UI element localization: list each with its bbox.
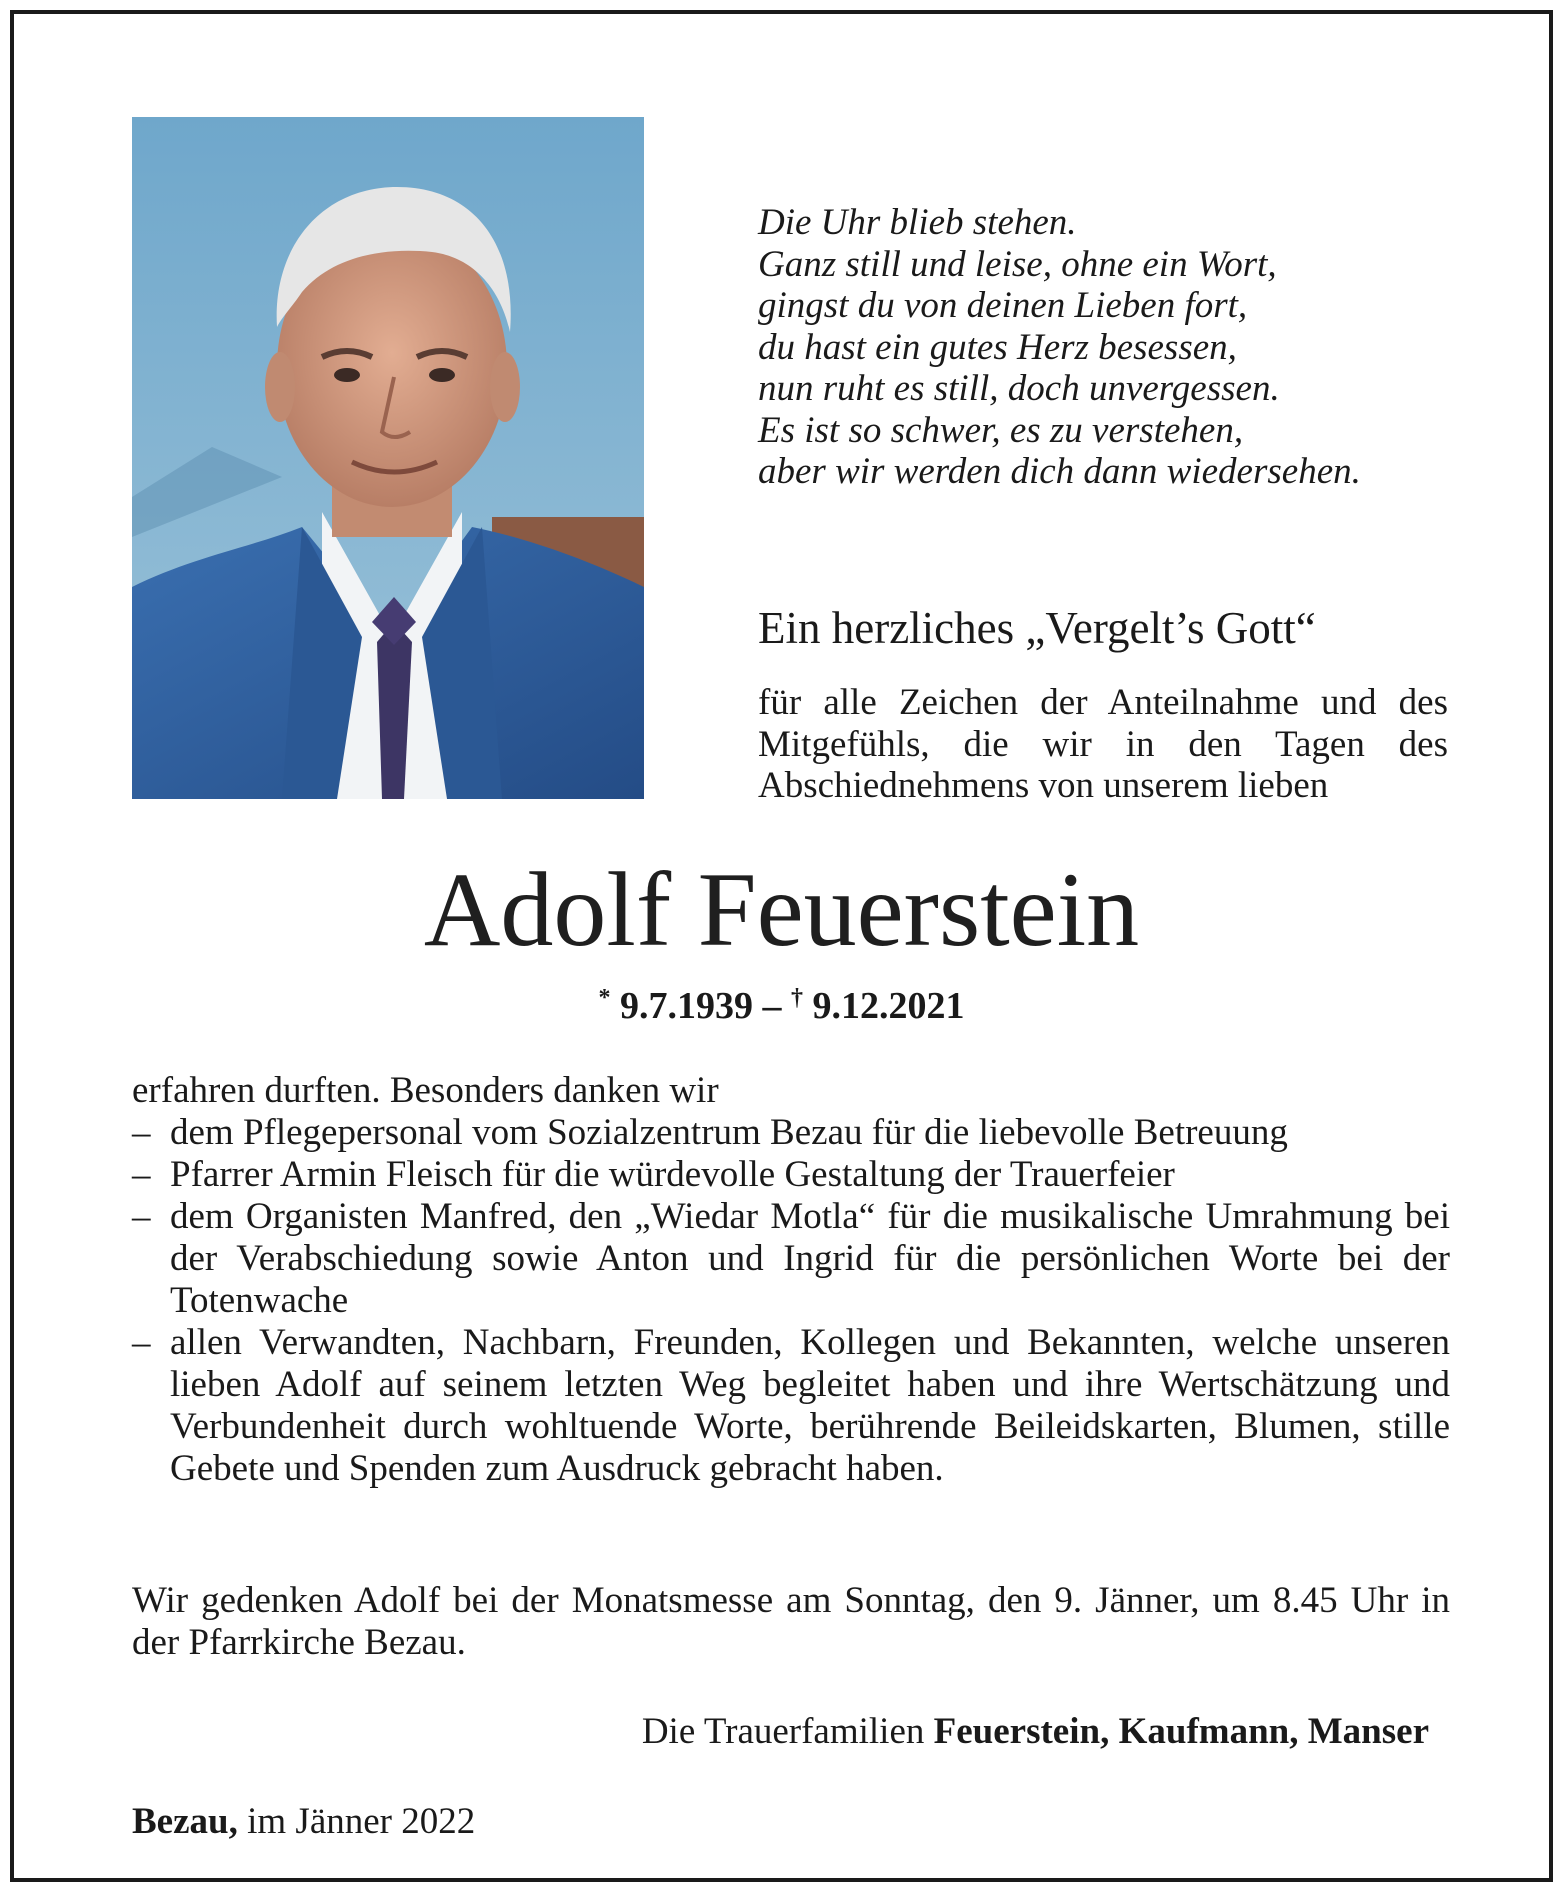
portrait-illustration	[132, 117, 644, 799]
dash: –	[132, 1112, 151, 1153]
life-dates	[14, 984, 1549, 1028]
birth-date: 9.7.1939	[620, 985, 753, 1027]
place-date	[132, 1800, 475, 1843]
death-mark: †	[791, 985, 803, 1011]
signature	[642, 1710, 1429, 1753]
list-item	[132, 1322, 1450, 1490]
list-item-text: allen Verwandten, Nachbarn, Freunden, Kollegen und Bekannten, welche unseren lieben Adolf auf seinem letzten Weg begleitet haben und ihre Wertschätzung und Verbundenheit durch wohltuende Worte, berührende Beileidskarten, Blumen, stille Gebete und Spenden zum Ausdruck gebracht haben.	[170, 1322, 1450, 1489]
dash: –	[132, 1154, 151, 1195]
thanks-intro: für alle Zeichen der Anteilnahme und des Mitgefühls, die wir in den Tagen des Abschiednehmens von unserem lieben	[758, 682, 1448, 806]
place-town: Bezau,	[132, 1801, 238, 1842]
dash: –	[132, 1322, 151, 1363]
thanks-heading: Ein herzliches „Vergelt’s Gott“	[758, 603, 1316, 653]
poem	[758, 202, 1438, 493]
list-item	[132, 1154, 1450, 1196]
memorial-mass-notice: Wir gedenken Adolf bei der Monatsmesse am Sonntag, den 9. Jänner, um 8.45 Uhr in der Pfarrkirche Bezau.	[132, 1580, 1450, 1663]
poem-line: Die Uhr blieb stehen.	[758, 202, 1077, 243]
obituary-frame	[10, 10, 1553, 1882]
portrait-photo	[132, 117, 644, 799]
poem-line: gingst du von deinen Lieben fort,	[758, 285, 1248, 326]
acknowledgements-lead: erfahren durften. Besonders danken wir	[132, 1070, 719, 1111]
place-date-text: im Jänner 2022	[247, 1801, 476, 1842]
acknowledgements-list	[132, 1112, 1450, 1490]
signature-prefix: Die Trauerfamilien	[641, 1711, 925, 1752]
poem-line: Es ist so schwer, es zu verstehen,	[758, 409, 1244, 451]
family-names: Feuerstein, Kaufmann, Manser	[933, 1711, 1429, 1752]
death-date: 9.12.2021	[812, 985, 965, 1027]
list-item-text: dem Organisten Manfred, den „Wiedar Motla“ für die musikalische Umrahmung bei der Verabschiedung sowie Anton und Ingrid für die persönlichen Worte bei der Totenwache	[170, 1196, 1450, 1321]
acknowledgements	[132, 1070, 1450, 1490]
deceased-name: Adolf Feuerstein	[423, 851, 1140, 968]
list-item	[132, 1196, 1450, 1322]
poem-line: aber wir werden dich dann wiedersehen.	[758, 451, 1361, 492]
list-item-text: Pfarrer Armin Fleisch für die würdevolle Gestaltung der Trauerfeier	[170, 1154, 1175, 1195]
list-item-text: dem Pflegepersonal vom Sozialzentrum Bezau für die liebevolle Betreuung	[170, 1112, 1288, 1153]
poem-line: du hast ein gutes Herz besessen,	[758, 326, 1237, 368]
poem-line: nun ruht es still, doch unvergessen.	[758, 368, 1280, 409]
list-item	[132, 1112, 1450, 1154]
dash: –	[132, 1196, 151, 1237]
poem-line: Ganz still und leise, ohne ein Wort,	[758, 243, 1277, 285]
date-separator: –	[753, 985, 791, 1027]
birth-mark: *	[598, 985, 611, 1011]
